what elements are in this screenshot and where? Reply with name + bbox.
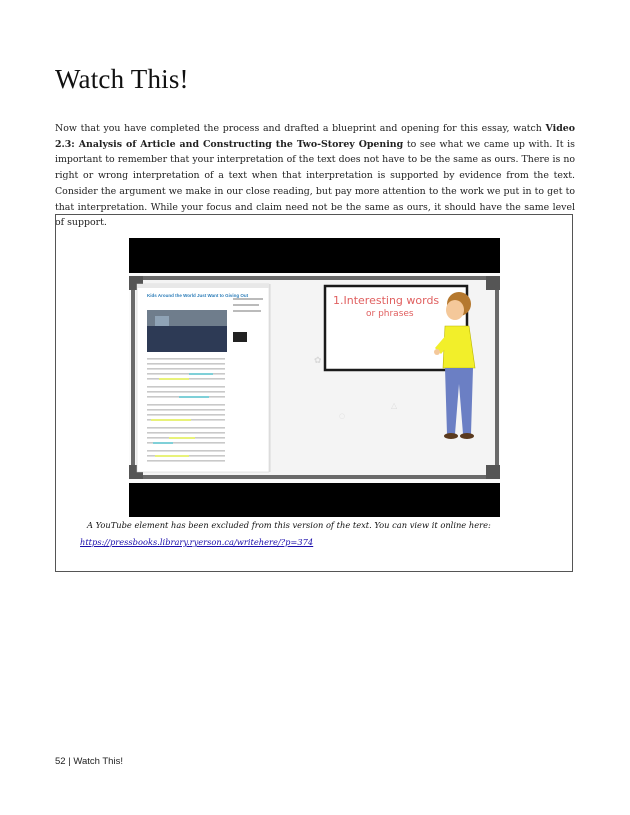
- page-footer: [55, 756, 123, 767]
- video-thumbnail[interactable]: [129, 238, 500, 517]
- video-illustration: [129, 238, 500, 517]
- footer-section: Watch This!: [73, 756, 123, 767]
- article-screenshot: [137, 284, 269, 472]
- page-heading: Watch This!: [55, 64, 189, 94]
- footer-separator: |: [68, 756, 71, 767]
- svg-text:✿: ✿: [314, 356, 322, 366]
- video-link[interactable]: https://pressbooks.library.ryerson.ca/writehere/?p=374: [80, 537, 314, 547]
- paragraph-text-2: to see what we came up with. It is important to remember that your interpretation of the text does not have to be the same as ours. There is no right or wrong interpretation of a text when that interpretation is supported by evidence from the text. Consider the argument we make in our close reading, but pay more attention to the work we put in to get to that interpretation. While your focus and claim need not be the same as ours, it should have the same level of support.: [55, 138, 575, 229]
- video-title-bold: Video 2.3: Analysis of Article and Constructing the Two-Storey Opening: [55, 123, 575, 150]
- article-headline: Kids Around the World Just Want to Giving Out: [147, 293, 249, 298]
- whiteboard-line-1: 1.Interesting words: [333, 294, 440, 307]
- page-number: 52: [55, 756, 66, 767]
- whiteboard-line-2: or phrases: [366, 309, 414, 319]
- excluded-notice: A YouTube element has been excluded from this version of the text. You can view it online here:: [87, 520, 491, 530]
- paragraph-text-1: Now that you have completed the process and drafted a blueprint and opening for this essay, watch: [55, 123, 546, 134]
- svg-text:△: △: [391, 401, 398, 410]
- svg-text:○: ○: [339, 412, 346, 420]
